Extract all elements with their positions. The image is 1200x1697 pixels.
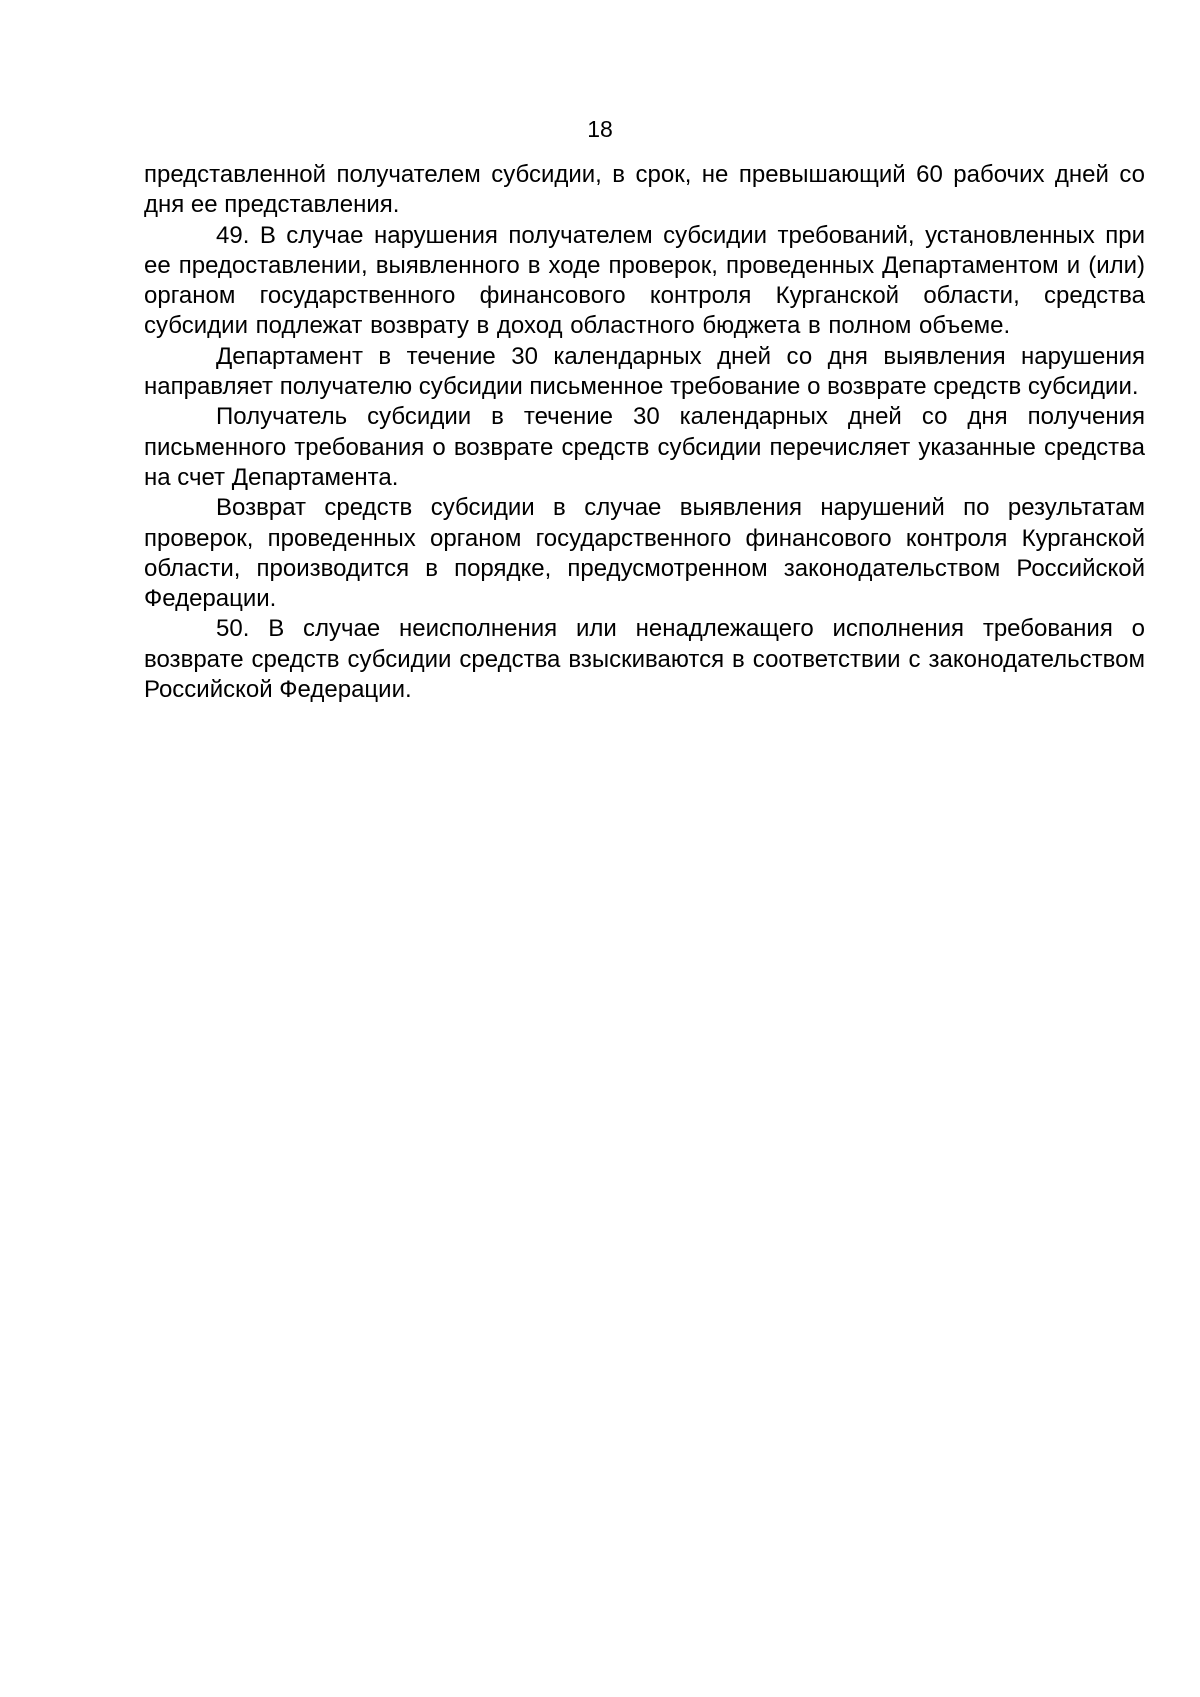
paragraph-item-49: 49. В случае нарушения получателем субсидии требований, установленных при ее предоставлении, выявленного в ходе проверок, проведенных Департаментом и (или) органом государственного финансового контроля Курганской области, средства субсидии подлежат возврату в доход областного бюджета в полном объеме. <box>144 221 1145 340</box>
paragraph-item-50: 50. В случае неисполнения или ненадлежащего исполнения требования о возврате средств субсидии средства взыскиваются в соответствии с законодательством Российской Федерации. <box>144 615 1145 704</box>
paragraph-recipient-transfer: Получатель субсидии в течение 30 календарных дней со дня получения письменного требования о возврате средств субсидии перечисляет указанные средства на счет Департамента. <box>144 403 1145 491</box>
paragraph-department-notice: Департамент в течение 30 календарных дней со дня выявления нарушения направляет получателю субсидии письменное требование о возврате средств субсидии. <box>144 342 1145 401</box>
paragraph-continuation: представленной получателем субсидии, в срок, не превышающий 60 рабочих дней со дня ее представления. <box>144 161 1145 219</box>
document-body <box>144 160 1145 705</box>
paragraph-return-procedure: Возврат средств субсидии в случае выявления нарушений по результатам проверок, проведенных органом государственного финансового контроля Курганской области, производится в порядке, предусмотренном законодательством Российской Федерации. <box>144 494 1145 613</box>
page-number: 18 <box>587 116 613 142</box>
